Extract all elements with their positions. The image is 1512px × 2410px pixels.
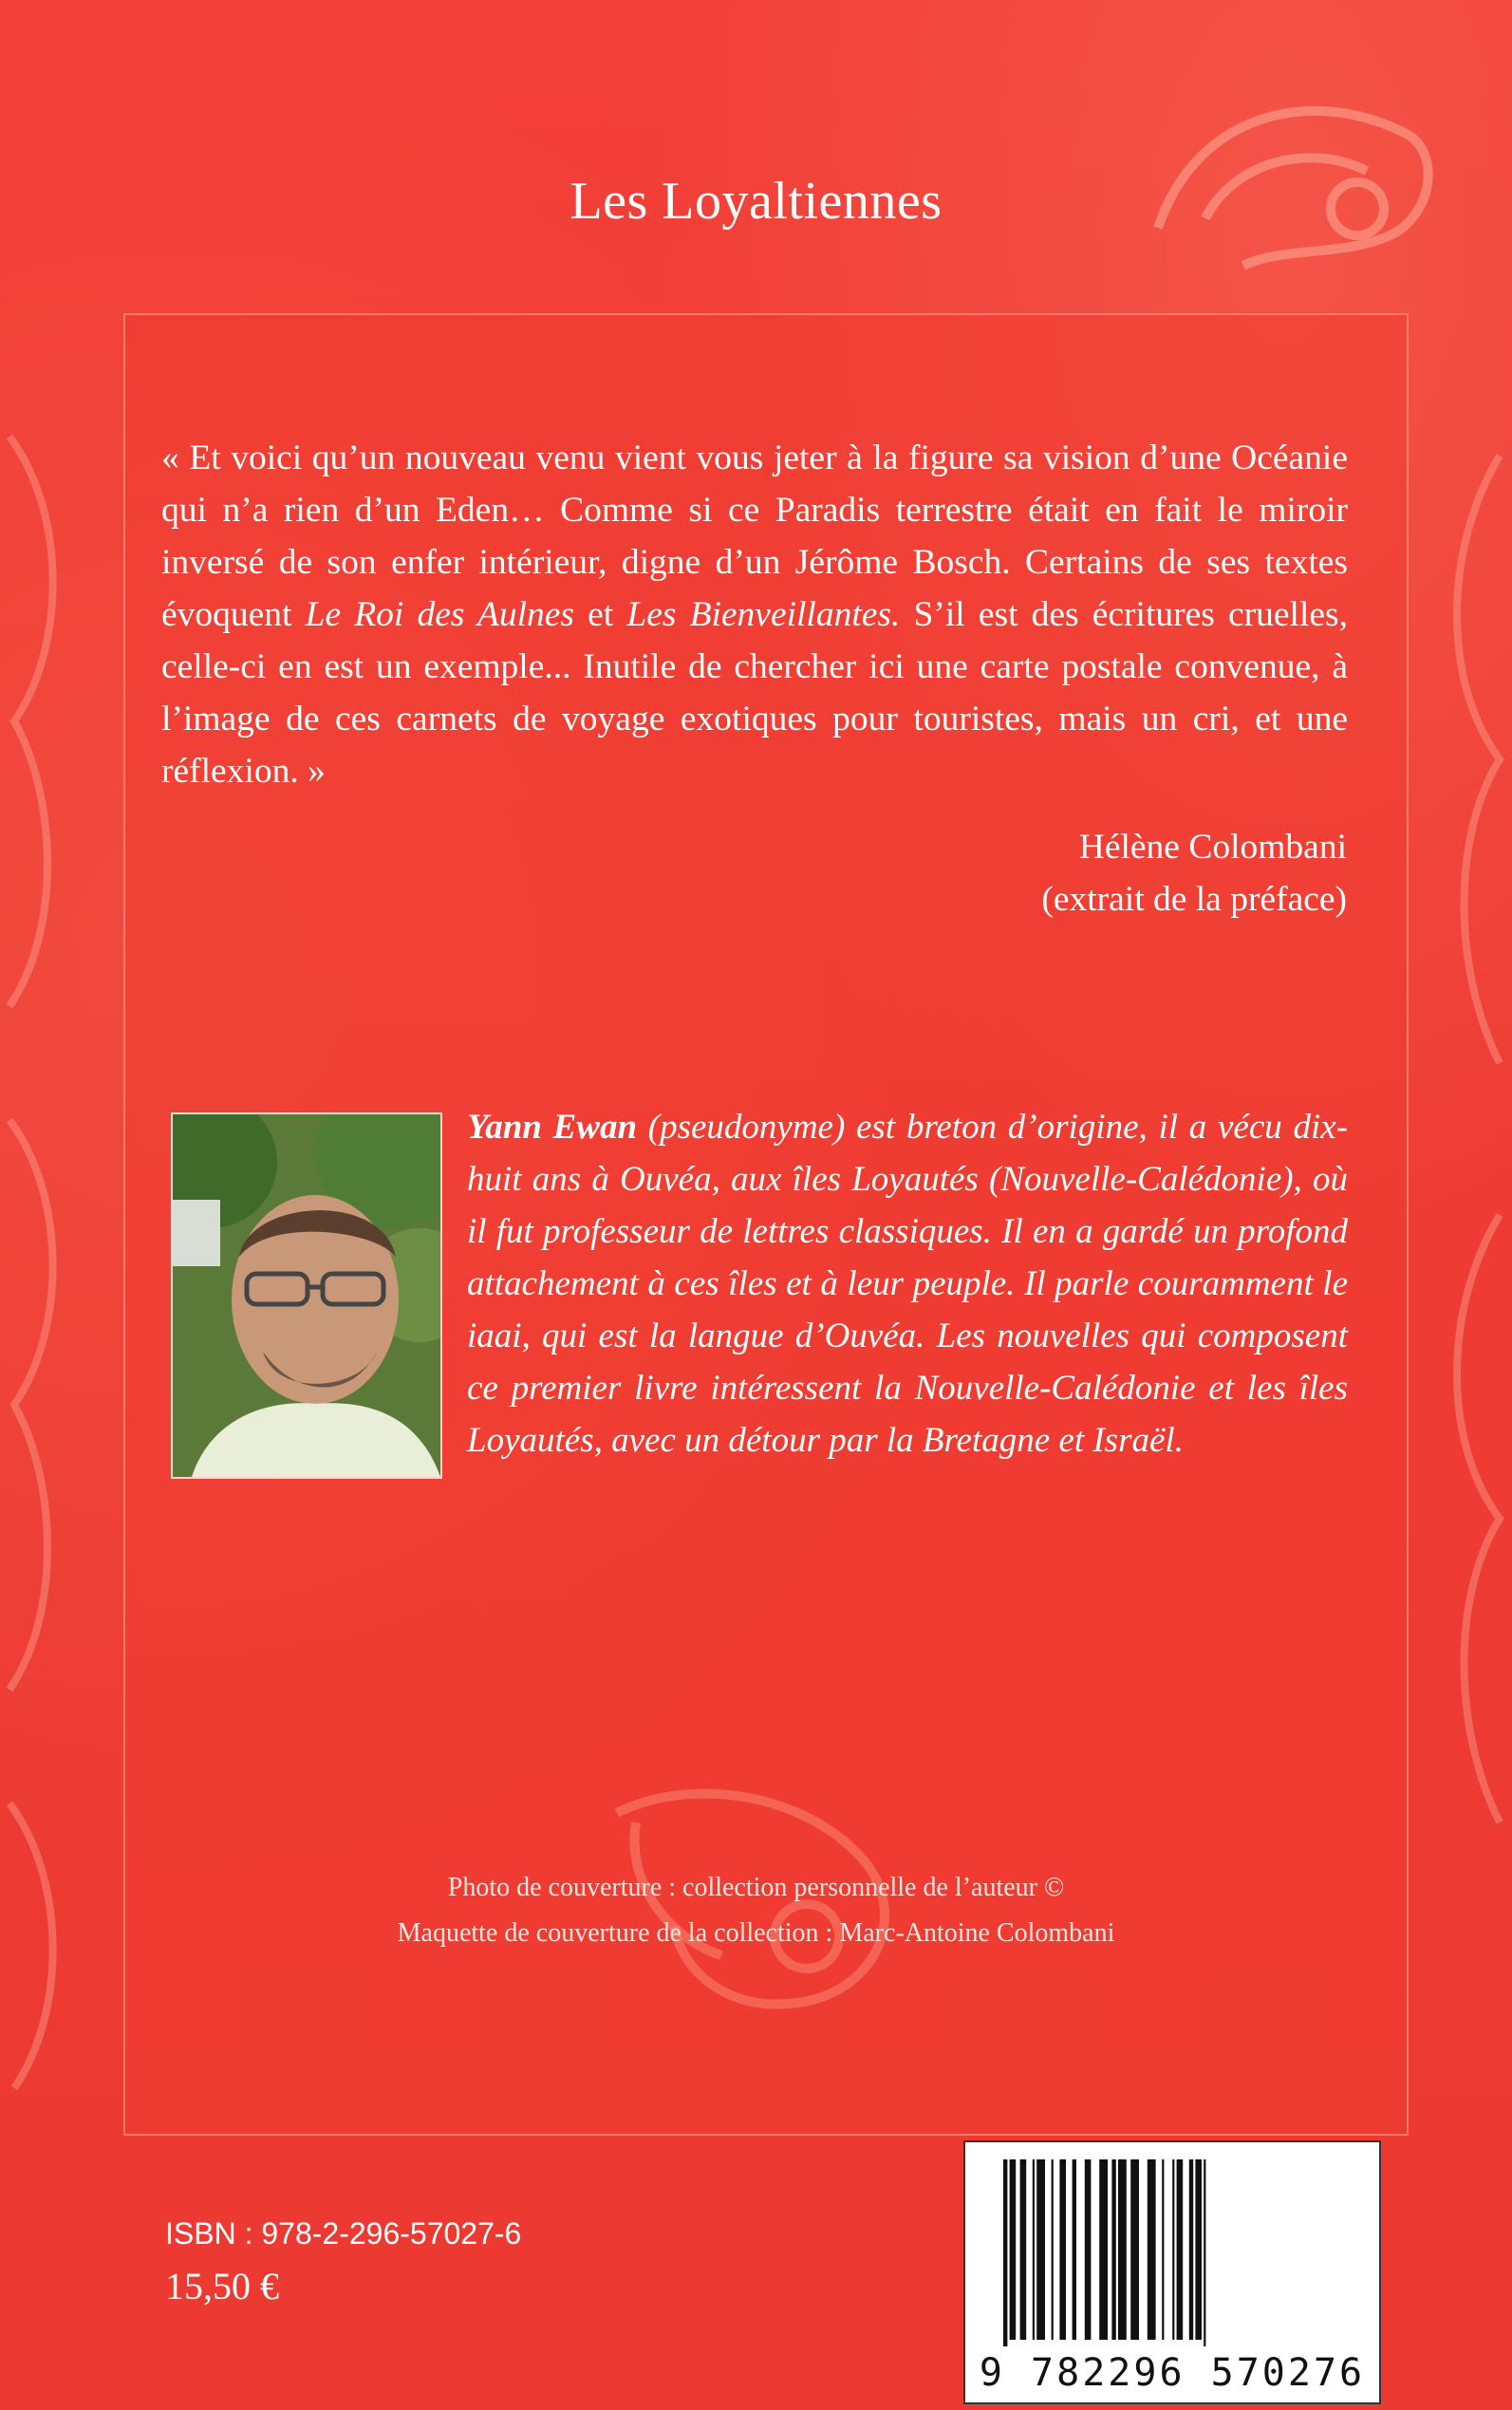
barcode-bar (1033, 2159, 1035, 2340)
quote-text-start: « Et voici qu’un nouveau venu vient vous jeter à la figure sa vision d’une Océanie qui n’a rien d’un Eden… Comme si ce Paradis terrestre était en fait le miroir inversé de son enfer intérieur, digne d’un Jérôme Bosch. Certains de ses textes évoquent (161, 439, 1348, 634)
barcode-bar (1172, 2159, 1174, 2340)
cover-credits (0, 1865, 1512, 1956)
author-bio (467, 1101, 1348, 1467)
quote-author: Hélène Colombani (1078, 828, 1347, 867)
series-title: Les Loyaltiennes (569, 172, 943, 231)
barcode-bar (1052, 2159, 1054, 2340)
barcode (963, 2140, 1381, 2404)
quote-source: (extrait de la préface) (1041, 880, 1347, 919)
author-portrait-icon (173, 1114, 440, 1477)
isbn: ISBN : 978-2-296-57027-6 (165, 2216, 522, 2251)
quote-text-end: S’il est des écritures cruelles, celle-ci en est un exemple... Inutile de chercher ici une carte postale convenue, à l’image de ces carnets de voyage exotiques pour touristes, mais un cri, et une réflexion. » (161, 595, 1348, 791)
barcode-bar (1118, 2159, 1127, 2340)
barcode-bar (1020, 2159, 1027, 2340)
barcode-digits: 9 782296 570276 (979, 2351, 1366, 2395)
quote-book-title-2: Les Bienveillantes. (626, 595, 901, 634)
quote-attribution (1041, 821, 1347, 925)
author-name: Yann Ewan (467, 1108, 638, 1147)
price: 15,50 € (165, 2265, 279, 2307)
barcode-bars (965, 2142, 1379, 2346)
layout-credit: Maquette de couverture de la collection : Marc-Antoine Colombani (397, 1918, 1115, 1948)
barcode-bar (1189, 2159, 1193, 2340)
barcode-bar (1177, 2159, 1184, 2340)
barcode-bar (1036, 2159, 1045, 2340)
barcode-bar (1204, 2159, 1205, 2346)
barcode-bar (1085, 2159, 1092, 2340)
barcode-bar (1059, 2159, 1066, 2340)
barcode-bar (1073, 2159, 1076, 2340)
shell-decoration-right-icon (1424, 399, 1512, 2107)
barcode-bar (1130, 2159, 1139, 2340)
barcode-bar (1099, 2159, 1108, 2340)
barcode-bar (1111, 2159, 1115, 2340)
barcode-bar (1003, 2159, 1007, 2346)
author-photo (171, 1112, 442, 1479)
barcode-bar (1010, 2159, 1017, 2340)
quote-conjunction: et (573, 595, 627, 634)
barcode-bar (1162, 2159, 1164, 2340)
barcode-bar (1195, 2159, 1202, 2340)
quote-book-title-1: Le Roi des Aulnes (305, 595, 574, 634)
barcode-bar (1148, 2159, 1156, 2340)
author-bio-text: (pseudonyme) est breton d’origine, il a vécu dix-huit ans à Ouvéa, aux îles Loyautés (Nouvelle-Calédonie), où il fut professeur de lettres classiques. Il en a gardé un profond attachement à ces îles et à leur peuple. Il parle couramment le iaai, qui est la langue d’Ouvéa. Les nouvelles qui composent ce premier livre intéressent la Nouvelle-Calédonie et les îles Loyautés, avec un détour par la Bretagne et Israël. (467, 1108, 1348, 1460)
photo-credit: Photo de couverture : collection personnelle de l’auteur © (447, 1873, 1065, 1902)
preface-quote (161, 432, 1348, 797)
